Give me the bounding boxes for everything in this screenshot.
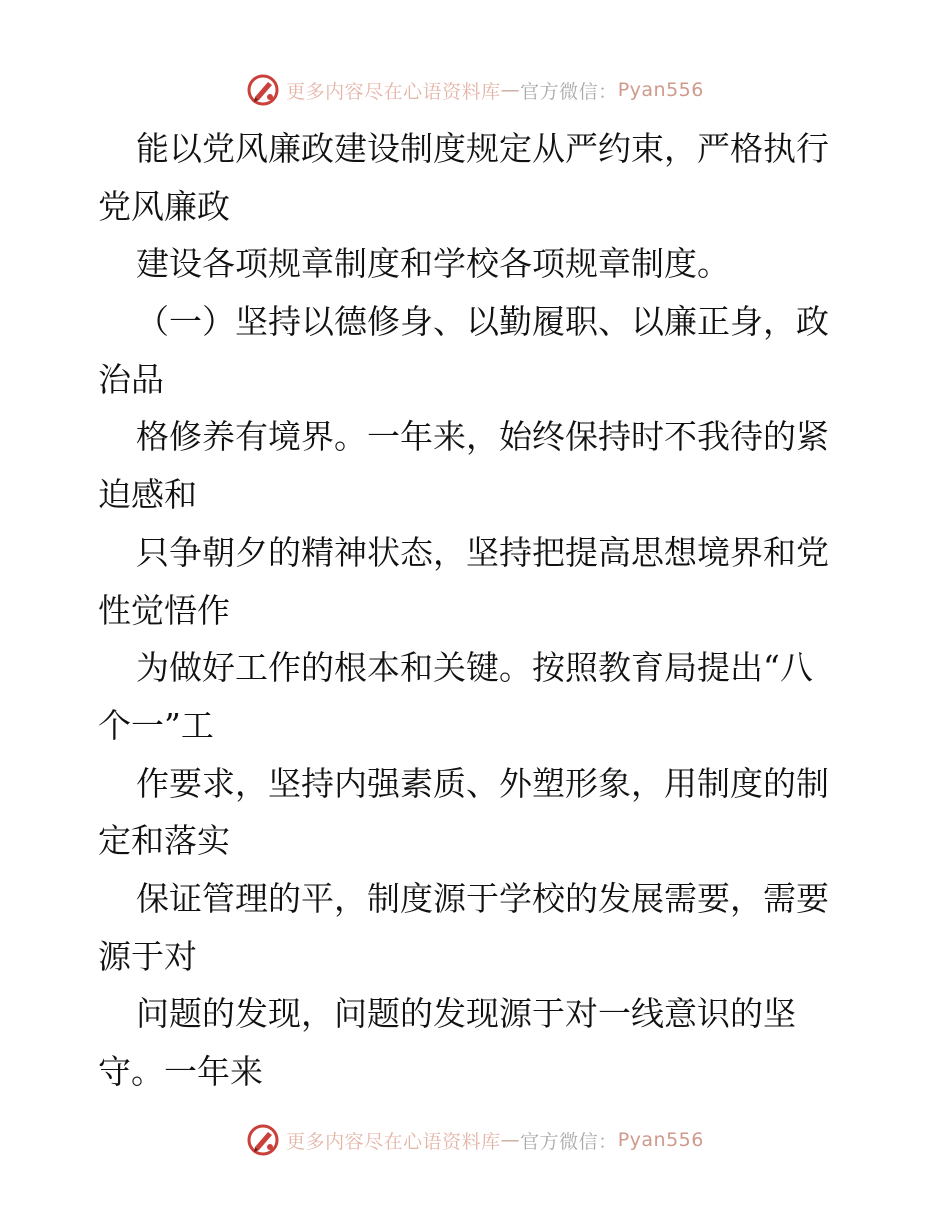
header-slogan: 更多内容尽在心语资料库 [286,80,501,103]
text-line: 问题的发现，问题的发现源于对一线意识的坚 [136,994,796,1034]
footer-slogan: 更多内容尽在心语资料库 [286,1130,501,1153]
text-line: 源于对 [98,936,197,976]
text-line: （一）坚持以德修身、以勤履职、以廉正身，政 [136,302,829,342]
text-line: 党风廉政 [98,186,230,226]
pen-seal-logo-icon [246,73,280,107]
header-dash: — [500,79,521,101]
text-line: 作要求，坚持内强素质、外塑形象，用制度的制 [136,763,829,803]
text-line: 只争朝夕的精神状态，坚持把提高思想境界和党 [136,532,829,572]
text-line: 迫感和 [98,475,197,515]
text-line: 性觉悟作 [98,590,230,630]
text-line: 能以党风廉政建设制度规定从严约束，严格执行 [136,129,829,168]
text-line: 定和落实 [98,821,230,861]
text-line: 为做好工作的根本和关键。按照教育局提出“八 [136,648,813,688]
footer-wechat-label: 官方微信： [520,1130,618,1153]
text-line: 格修养有境界。一年来，始终保持时不我待的紧 [136,417,829,457]
text-line: 个一”工 [98,705,214,745]
header-wechat-label: 官方微信： [520,80,618,103]
footer-wechat-id: Pyan556 [617,1129,704,1151]
text-line: 治品 [98,359,164,399]
header-wechat-id: Pyan556 [617,79,704,101]
text-line: 保证管理的平，制度源于学校的发展需要，需要 [136,878,829,918]
text-line: 守。一年来 [98,1052,263,1091]
header-watermark [0,70,950,110]
document-body [98,120,858,1101]
footer-watermark [0,1120,950,1160]
text-line: 建设各项规章制度和学校各项规章制度。 [136,244,730,284]
pen-seal-logo-icon [246,1123,280,1157]
footer-dash: — [500,1129,521,1151]
